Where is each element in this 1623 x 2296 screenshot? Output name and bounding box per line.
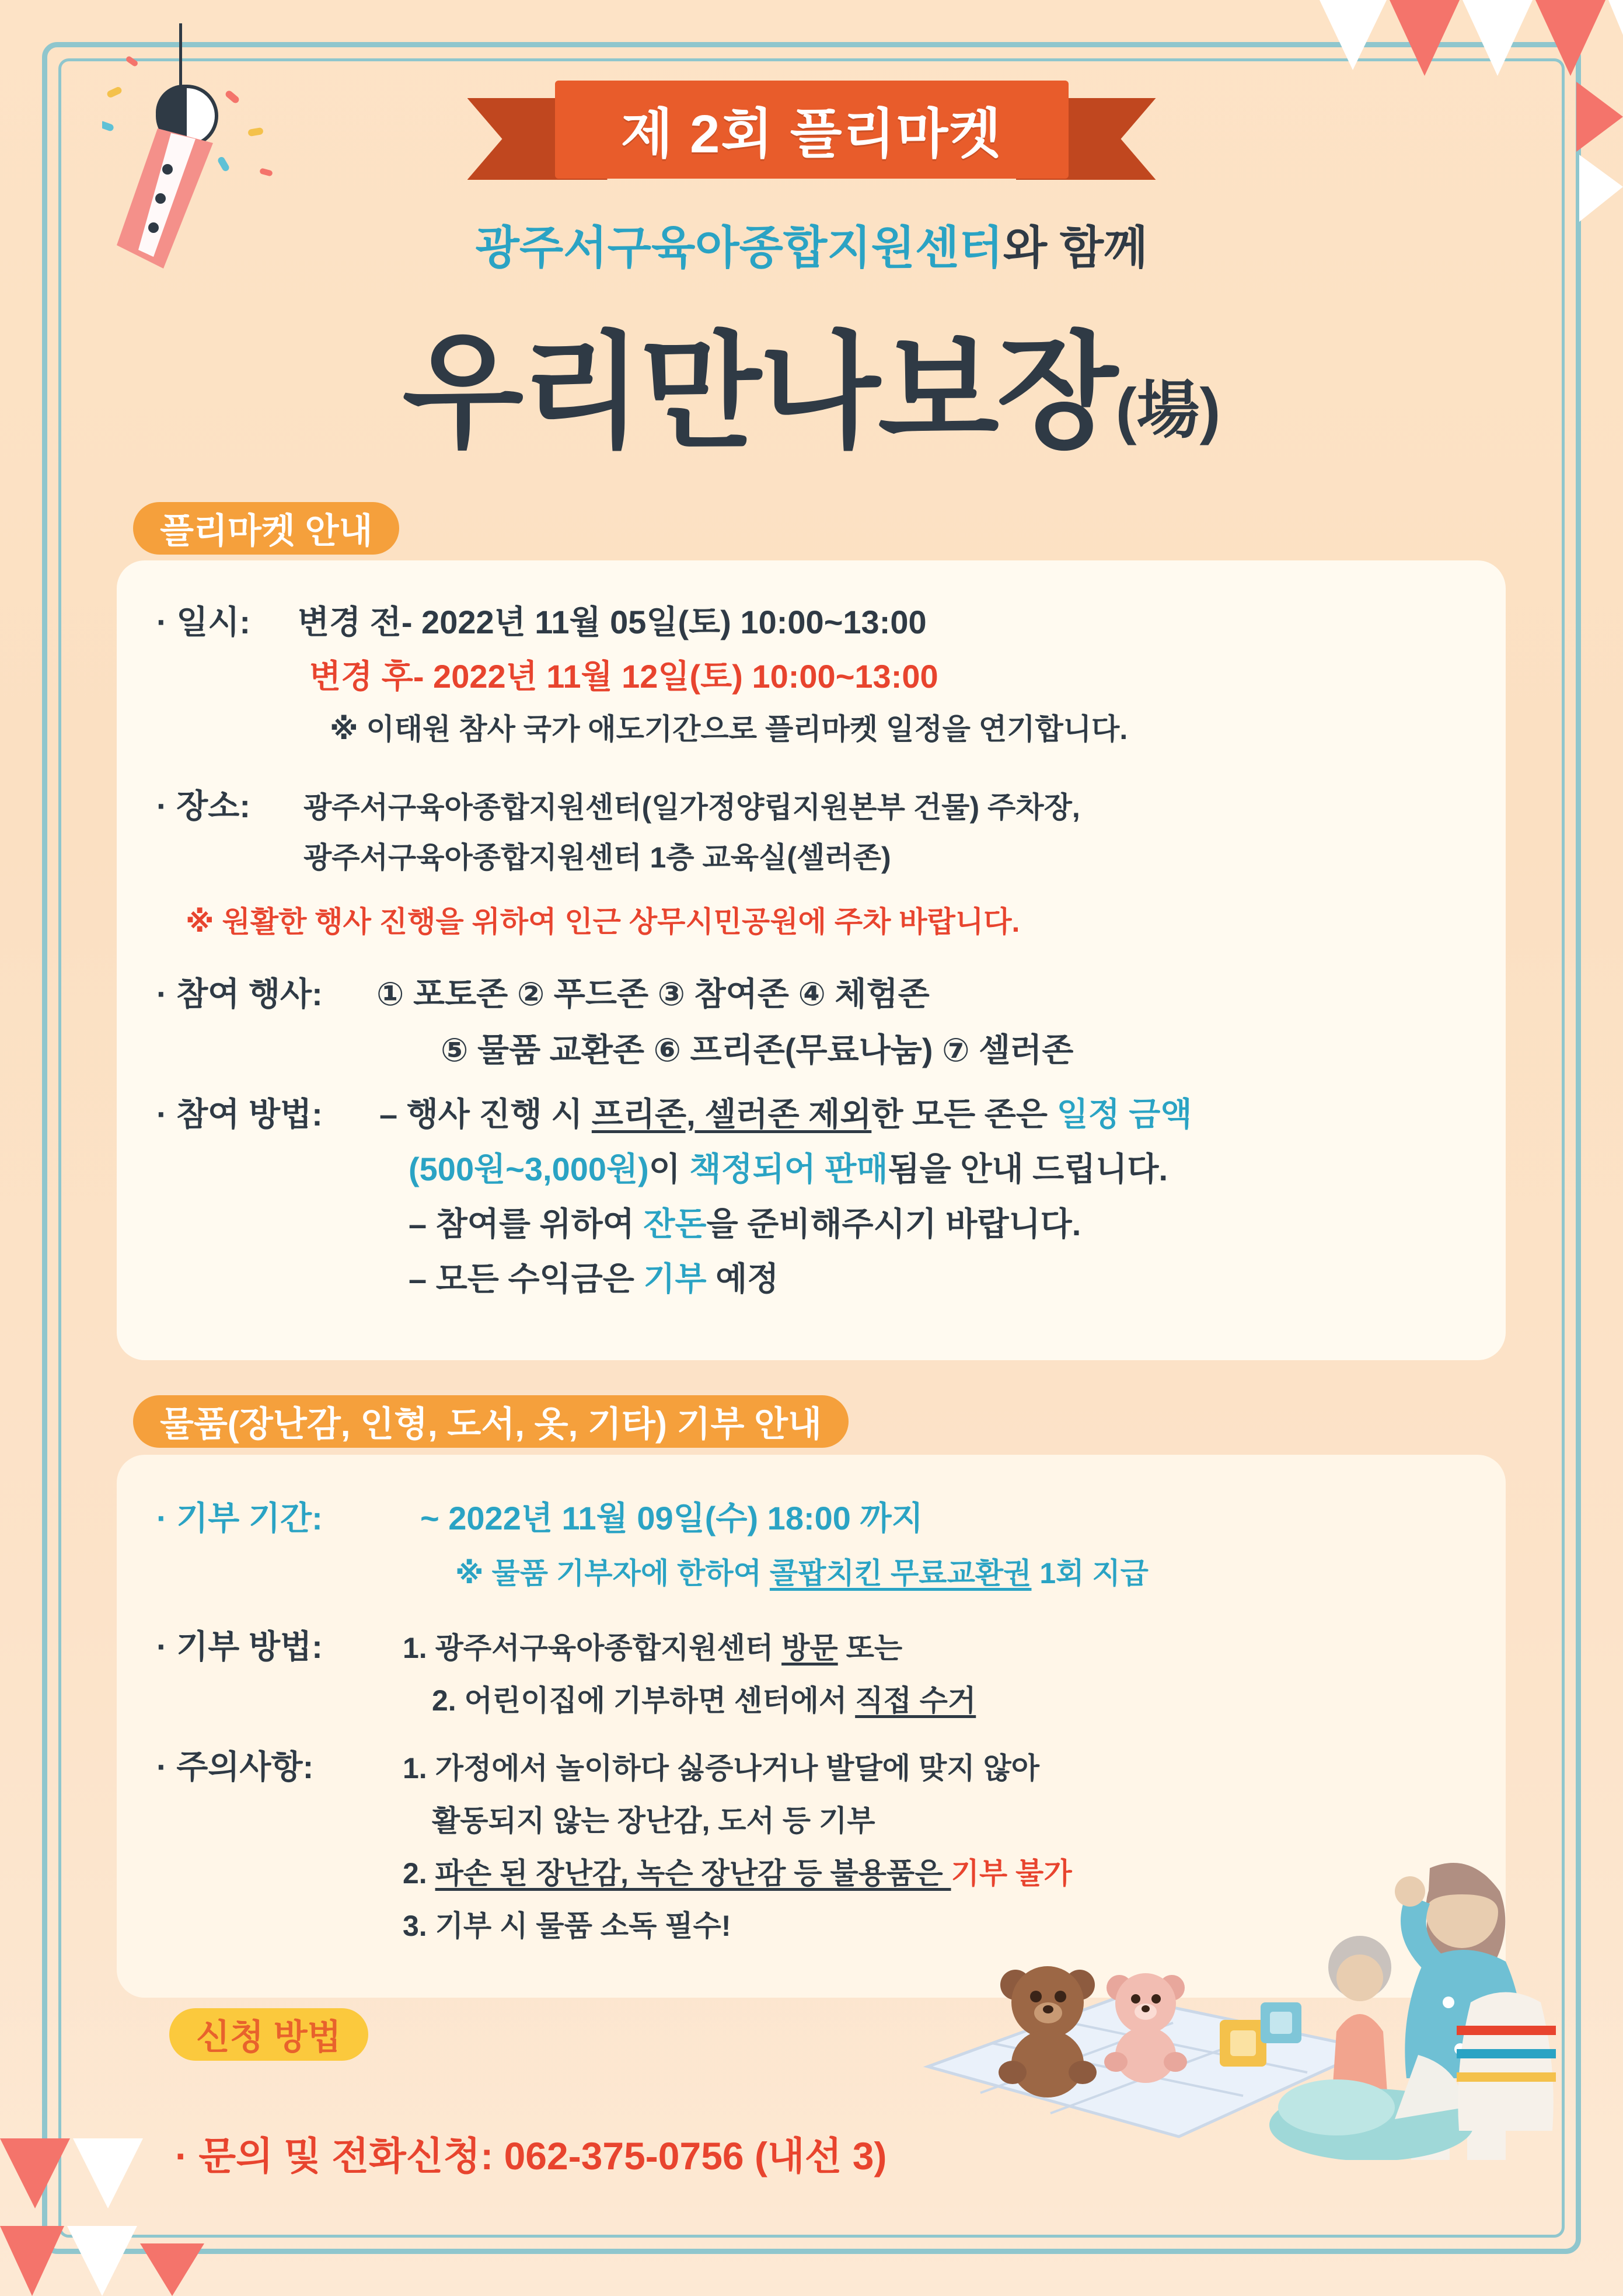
howto-r4-b: 기부	[643, 1260, 707, 1297]
howto-r1-a: – 행사 진행 시	[379, 1096, 592, 1133]
method-r2-a: 2. 어린이집에 기부하면 센터에서	[432, 1684, 856, 1717]
howto-r2-c: 책정되어 판매	[689, 1151, 888, 1187]
method-r1-b: 방문	[781, 1632, 838, 1664]
howto-r3-c: 을 준비해주시기 바랍니다.	[706, 1206, 1081, 1242]
section2-method-row2	[432, 1685, 976, 1717]
section2-caution-label: · 주의사항:	[156, 1748, 314, 1785]
section1-pill-label: 플리마켓 안내	[160, 511, 373, 551]
section1-date-label: · 일시:	[156, 604, 251, 640]
ribbon-banner	[467, 81, 1156, 191]
section1-date-after: 변경 후- 2022년 11월 12일(토) 10:00~13:00	[309, 658, 938, 695]
method-r1-c: 또는	[837, 1632, 903, 1664]
period-note-c: 1회 지급	[1031, 1557, 1149, 1590]
section1-howto-row2	[409, 1151, 1168, 1187]
section1-howto-label: · 참여 방법:	[156, 1096, 323, 1133]
howto-r2-d: 됨을 안내 드립니다.	[888, 1151, 1168, 1187]
section1-place-label: · 장소:	[156, 788, 251, 824]
section-pill-apply-method	[169, 2008, 368, 2061]
section1-events-row2: ⑤ 물품 교환존 ⑥ 프리존(무료나눔) ⑦ 셀러존	[441, 1032, 1074, 1068]
howto-r4-a: – 모든 수익금은	[409, 1260, 644, 1297]
period-note-b: 콜팝치킨 무료교환권	[769, 1557, 1032, 1590]
howto-r3-a: – 참여를 위하여	[409, 1206, 644, 1242]
howto-r1-c: 한 모든 존은	[871, 1096, 1057, 1133]
section1-howto-row1	[379, 1096, 1192, 1133]
section1-date-before: 변경 전- 2022년 11월 05일(토) 10:00~13:00	[298, 604, 927, 640]
contact-phone-line: · 문의 및 전화신청: 062-375-0756 (내선 3)	[175, 2134, 887, 2177]
section2-pill-label: 물품(장난감, 인형, 도서, 옷, 기타) 기부 안내	[160, 1405, 822, 1444]
sub-headline-rest: 와 함께	[1003, 222, 1148, 273]
section2-method-row1	[403, 1632, 902, 1664]
popper-string	[179, 23, 182, 92]
howto-r2-a: (500원~3,000원)	[409, 1151, 649, 1187]
popper-ball	[156, 85, 218, 147]
caution-r3-a: 2.	[403, 1857, 435, 1890]
main-headline-text: 우리만나보장	[402, 322, 1116, 462]
sub-headline	[0, 211, 1623, 277]
section-pill-donation-info	[133, 1395, 849, 1448]
section2-period-value: ~ 2022년 11월 09일(수) 18:00 까지	[420, 1500, 923, 1537]
howto-r3-b: 잔돈	[643, 1206, 707, 1242]
picnic-mat	[928, 1997, 1371, 2137]
section2-method-label: · 기부 방법:	[156, 1628, 323, 1665]
sub-headline-center-name: 광주서구육아종합지원센터	[475, 222, 1003, 273]
howto-r1-b: 프리존, 셀러존 제외	[591, 1096, 872, 1133]
method-r1-a: 1. 광주서구육아종합지원센터	[403, 1632, 782, 1664]
section3-pill-label: 신청 방법	[196, 2018, 341, 2057]
section1-howto-row3	[409, 1206, 1081, 1242]
howto-r1-d: 일정 금액	[1056, 1096, 1192, 1133]
section1-howto-row4	[409, 1261, 779, 1297]
section2-caution-row4: 3. 기부 시 물품 소독 필수!	[403, 1910, 731, 1942]
section1-date-note: ※ 이태원 참사 국가 애도기간으로 플리마켓 일정을 연기합니다.	[330, 713, 1128, 745]
howto-r4-c: 예정	[706, 1260, 779, 1297]
method-r2-b: 직접 수거	[855, 1684, 976, 1717]
howto-r2-b: 이	[648, 1151, 690, 1187]
section1-events-row1: ① 포토존 ② 푸드존 ③ 참여존 ④ 체험존	[376, 975, 930, 1012]
period-note-a: ※ 물품 기부자에 한하여	[455, 1557, 770, 1590]
section1-place-value1: 광주서구육아종합지원센터(일가정양립지원본부 건물) 주차장,	[303, 791, 1080, 824]
striped-shirt-figure	[1457, 1992, 1556, 2131]
caution-r3-c: 기부 불가	[951, 1857, 1072, 1890]
main-headline-paren: (場)	[1115, 375, 1221, 445]
section-pill-flea-market-info	[133, 502, 399, 555]
seated-adult-figure	[1269, 2055, 1474, 2160]
ribbon-body	[555, 81, 1069, 179]
section2-caution-row3	[403, 1858, 1072, 1890]
section1-parking-note: ※ 원활한 행사 진행을 위하여 인근 상무시민공원에 주차 바랍니다.	[186, 905, 1020, 938]
section2-caution-row1: 1. 가정에서 놀이하다 싫증나거나 발달에 맞지 않아	[403, 1752, 1040, 1785]
main-headline	[0, 292, 1623, 472]
section1-events-label: · 참여 행사:	[156, 975, 323, 1012]
section1-place-value2: 광주서구육아종합지원센터 1층 교육실(셀러존)	[303, 841, 891, 874]
toy-blocks	[1220, 2002, 1301, 2067]
ribbon-title-text: 제 2회 플리마켓	[620, 104, 1003, 164]
section2-period-label: · 기부 기간:	[156, 1500, 323, 1537]
section2-period-note	[455, 1558, 1149, 1590]
section2-caution-row2: 활동되지 않는 장난감, 도서 등 기부	[432, 1804, 875, 1837]
caution-r3-b: 파손 된 장난감, 녹슨 장난감 등 불용품은	[435, 1857, 951, 1890]
